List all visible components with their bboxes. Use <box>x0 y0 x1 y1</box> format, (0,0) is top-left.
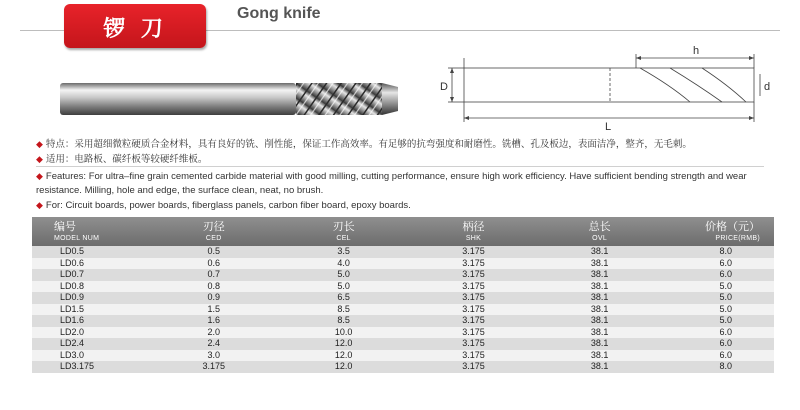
cell-ced: 0.7 <box>207 269 221 279</box>
spec-table-wrap <box>32 217 774 373</box>
dim-label-d-cut: d <box>764 81 770 93</box>
cell-cel: 10.0 <box>334 326 353 337</box>
cell-ced: 0.8 <box>207 280 221 291</box>
cell-model-num: LD0.6 <box>60 257 85 268</box>
cell-shk: 3.175 <box>462 326 485 337</box>
cell-ced: 0.9 <box>207 292 221 302</box>
cell-price: 5.0 <box>719 315 732 325</box>
dim-label-h: h <box>693 45 700 57</box>
cell-model-num: LD0.9 <box>60 292 85 302</box>
cell-model-num: LD0.8 <box>60 280 85 291</box>
cell-cel: 8.5 <box>337 315 350 325</box>
cell-ovl: 38.1 <box>590 349 609 360</box>
title-en: Gong knife <box>237 5 321 22</box>
cell-price: 8.0 <box>719 246 732 256</box>
cell-cel: 12.0 <box>334 361 353 371</box>
cell-ovl: 38.1 <box>590 361 609 371</box>
cell-ovl: 38.1 <box>590 303 609 314</box>
usage-cn-line: ◆ 适用：电路板、碳纤板等较硬纤维板。 <box>36 154 208 165</box>
cell-ovl: 38.1 <box>590 257 609 268</box>
cell-ced: 2.0 <box>207 326 221 337</box>
cell-price: 8.0 <box>719 361 732 371</box>
header-ovl: 总长 OVL <box>588 221 611 242</box>
section-divider <box>36 166 764 167</box>
tool-photo <box>60 65 420 135</box>
cell-ced: 0.5 <box>207 246 221 256</box>
cell-price: 5.0 <box>719 303 732 314</box>
cell-model-num: LD3.0 <box>60 349 85 360</box>
cell-shk: 3.175 <box>462 246 485 256</box>
table-row <box>32 361 774 373</box>
cell-ced: 1.6 <box>207 315 221 325</box>
dim-label-d-shank: D <box>440 81 448 93</box>
table-row <box>32 350 774 362</box>
cell-ovl: 38.1 <box>590 338 609 348</box>
feature-cn-line: ◆ 特点：采用超细微粒硬质合金材料，具有良好的铣、削性能，保证工作高效率。有足够的抗弯强度和耐磨性。铣槽、孔及板边，表面洁净，整齐，无毛刺。 <box>36 139 692 150</box>
table-row <box>32 292 774 304</box>
table-row <box>32 315 774 327</box>
cell-ovl: 38.1 <box>590 246 609 256</box>
bullet-icon: ◆ <box>36 200 43 210</box>
cell-ced: 3.175 <box>202 361 226 371</box>
cell-price: 6.0 <box>719 257 732 268</box>
cell-shk: 3.175 <box>462 315 485 325</box>
cell-ovl: 38.1 <box>590 292 609 302</box>
cell-model-num: LD3.175 <box>60 361 95 371</box>
table-row <box>32 327 774 339</box>
cell-price: 6.0 <box>719 349 732 360</box>
cell-shk: 3.175 <box>462 280 485 291</box>
cell-ovl: 38.1 <box>590 315 609 325</box>
cell-cel: 5.0 <box>337 269 350 279</box>
cell-price: 5.0 <box>719 280 732 291</box>
features-cn <box>36 137 776 167</box>
title-cn: 锣 刀 <box>103 17 167 42</box>
cell-shk: 3.175 <box>462 269 485 279</box>
cell-ced: 2.4 <box>207 338 221 348</box>
header-shk: 柄径 SHK <box>462 221 485 242</box>
cell-shk: 3.175 <box>462 349 485 360</box>
cell-ced: 1.5 <box>207 303 221 314</box>
cell-cel: 12.0 <box>334 338 353 348</box>
table-header-row <box>32 217 774 246</box>
feature-en-line: ◆ Features: For ultra–fine grain cemented carbide material with good milling, cutting performance, ensure high work efficiency. Have sufficient bending strength and wear resistance. Milling, hole and edge, the surface clean, neat, no brush. <box>36 171 747 196</box>
cell-shk: 3.175 <box>462 292 485 302</box>
bullet-icon: ◆ <box>36 154 43 164</box>
cell-model-num: LD1.6 <box>60 315 85 325</box>
bullet-icon: ◆ <box>36 139 43 149</box>
cell-ced: 3.0 <box>207 349 221 360</box>
usage-en-line: ◆ For: Circuit boards, power boards, fiberglass panels, carbon fiber board, epoxy boards. <box>36 200 411 211</box>
cell-model-num: LD0.5 <box>60 246 85 256</box>
cell-ovl: 38.1 <box>590 280 609 291</box>
cell-model-num: LD2.0 <box>60 326 85 337</box>
cell-cel: 12.0 <box>334 349 353 360</box>
dimension-drawing <box>440 44 770 134</box>
table-row <box>32 258 774 270</box>
cell-cel: 8.5 <box>337 303 350 314</box>
cell-ced: 0.6 <box>207 257 221 268</box>
cell-ovl: 38.1 <box>590 269 609 279</box>
cell-shk: 3.175 <box>462 361 485 371</box>
cell-price: 6.0 <box>719 338 732 348</box>
table-row <box>32 304 774 316</box>
cell-cel: 6.5 <box>337 292 350 302</box>
cell-price: 5.0 <box>719 292 732 302</box>
cell-shk: 3.175 <box>462 303 485 314</box>
cell-price: 6.0 <box>719 269 732 279</box>
spec-table <box>32 217 774 373</box>
header-model-num: 编号 MODEL NUM <box>54 221 100 242</box>
table-row <box>32 269 774 281</box>
dim-label-l: L <box>605 121 612 133</box>
cell-price: 6.0 <box>719 326 732 337</box>
cell-shk: 3.175 <box>462 257 485 268</box>
features-en <box>36 169 781 213</box>
table-row <box>32 246 774 258</box>
cell-cel: 5.0 <box>337 280 350 291</box>
cell-model-num: LD2.4 <box>60 338 85 348</box>
cell-model-num: LD0.7 <box>60 269 85 279</box>
table-row <box>32 338 774 350</box>
cell-cel: 4.0 <box>337 257 350 268</box>
cell-model-num: LD1.5 <box>60 303 85 314</box>
title-badge <box>64 4 206 48</box>
cell-cel: 3.5 <box>337 246 350 256</box>
bullet-icon: ◆ <box>36 171 43 181</box>
table-row <box>32 281 774 293</box>
header-ced: 刃径 CED <box>202 221 225 242</box>
cell-shk: 3.175 <box>462 338 485 348</box>
cell-ovl: 38.1 <box>590 326 609 337</box>
header-price: 价格（元） PRICE(RMB) <box>705 221 760 242</box>
header-cel: 刃长 CEL <box>332 221 355 242</box>
